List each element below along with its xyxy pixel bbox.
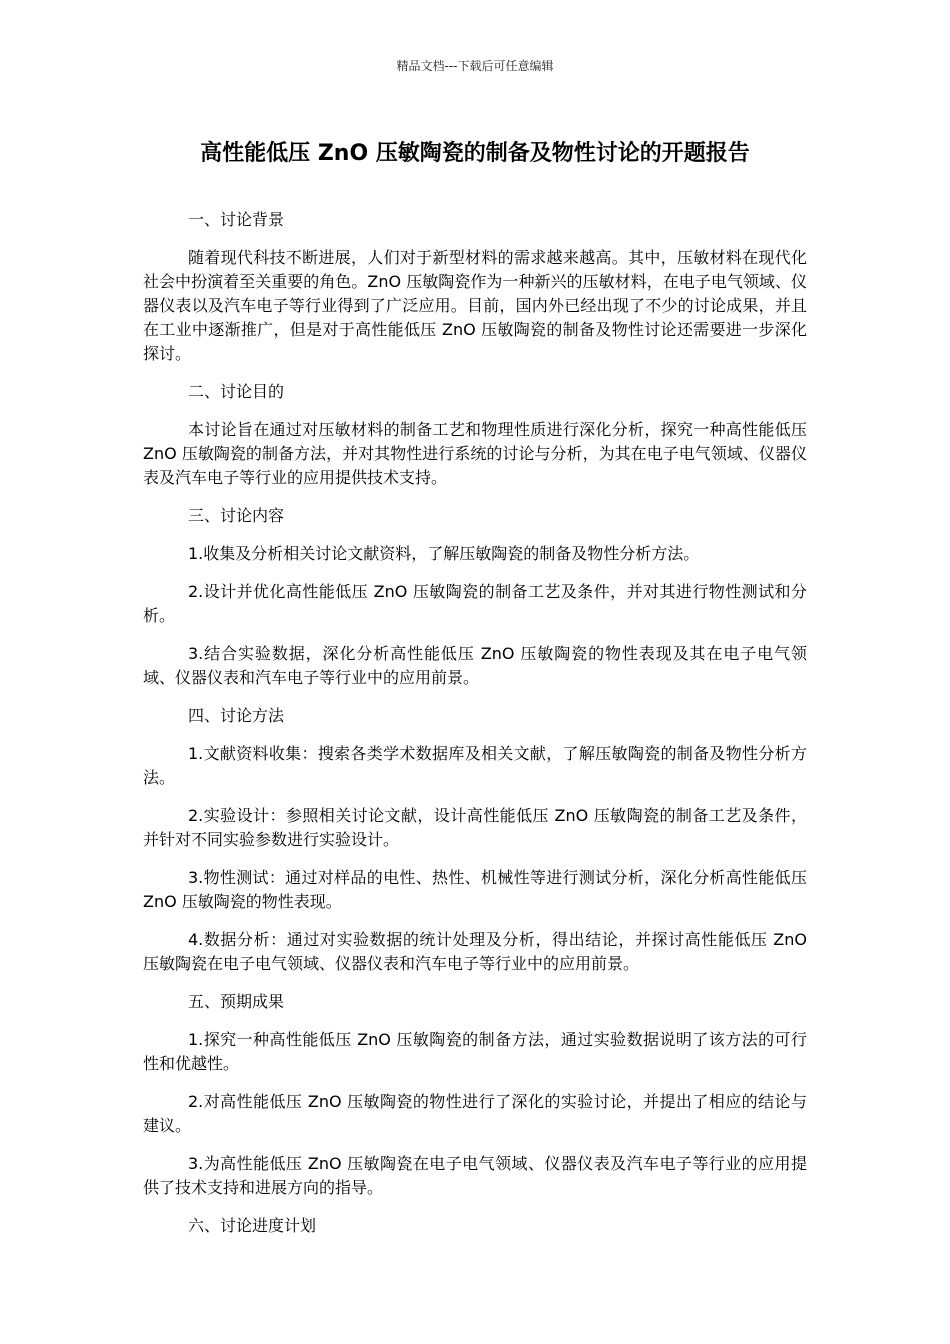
document-body xyxy=(143,208,807,1252)
section-paragraph: 2.对高性能低压 ZnO 压敏陶瓷的物性进行了深化的实验讨论，并提出了相应的结论与建议。 xyxy=(143,1092,807,1135)
section-heading-expected-results: 五、预期成果 xyxy=(188,992,285,1011)
section-paragraph: 3.为高性能低压 ZnO 压敏陶瓷在电子电气领域、仪器仪表及汽车电子等行业的应用提供了技术支持和进展方向的指导。 xyxy=(143,1154,807,1197)
section-paragraph: 2.实验设计：参照相关讨论文献，设计高性能低压 ZnO 压敏陶瓷的制备工艺及条件，并针对不同实验参数进行实验设计。 xyxy=(143,806,807,849)
section-paragraph: 随着现代科技不断进展，人们对于新型材料的需求越来越高。其中，压敏材料在现代化社会中扮演着至关重要的角色。ZnO 压敏陶瓷作为一种新兴的压敏材料，在电子电气领域、仪器仪表以及汽车电子等行业得到了广泛应用。目前，国内外已经出现了不少的讨论成果，并且在工业中逐渐推广，但是对于高性能低压 ZnO 压敏陶瓷的制备及物性讨论还需要进一步深化探讨。 xyxy=(143,248,807,363)
section-paragraph: 1.探究一种高性能低压 ZnO 压敏陶瓷的制备方法，通过实验数据说明了该方法的可行性和优越性。 xyxy=(143,1030,807,1073)
section-heading-method: 四、讨论方法 xyxy=(188,706,285,725)
section-heading-background: 一、讨论背景 xyxy=(188,210,285,229)
section-paragraph: 1.文献资料收集：搜索各类学术数据库及相关文献，了解压敏陶瓷的制备及物性分析方法。 xyxy=(143,744,807,787)
section-heading-content: 三、讨论内容 xyxy=(188,506,285,525)
section-heading-schedule: 六、讨论进度计划 xyxy=(188,1216,317,1235)
section-paragraph: 本讨论旨在通过对压敏材料的制备工艺和物理性质进行深化分析，探究一种高性能低压 ZnO 压敏陶瓷的制备方法，并对其物性进行系统的讨论与分析，为其在电子电气领域、仪器仪表及汽车电子等行业的应用提供技术支持。 xyxy=(143,420,807,487)
section-paragraph: 4.数据分析：通过对实验数据的统计处理及分析，得出结论，并探讨高性能低压 ZnO 压敏陶瓷在电子电气领域、仪器仪表和汽车电子等行业中的应用前景。 xyxy=(143,930,807,973)
section-paragraph: 3.物性测试：通过对样品的电性、热性、机械性等进行测试分析，深化分析高性能低压 ZnO 压敏陶瓷的物性表现。 xyxy=(143,868,807,911)
section-heading-purpose: 二、讨论目的 xyxy=(188,382,285,401)
section-paragraph: 1.收集及分析相关讨论文献资料，了解压敏陶瓷的制备及物性分析方法。 xyxy=(188,544,700,563)
document-title: 高性能低压 ZnO 压敏陶瓷的制备及物性讨论的开题报告 xyxy=(200,141,750,166)
section-paragraph: 3.结合实验数据，深化分析高性能低压 ZnO 压敏陶瓷的物性表现及其在电子电气领域、仪器仪表和汽车电子等行业中的应用前景。 xyxy=(143,644,807,687)
section-paragraph: 2.设计并优化高性能低压 ZnO 压敏陶瓷的制备工艺及条件，并对其进行物性测试和分析。 xyxy=(143,582,807,625)
header-note: 精品文档---下载后可任意编辑 xyxy=(396,59,554,73)
